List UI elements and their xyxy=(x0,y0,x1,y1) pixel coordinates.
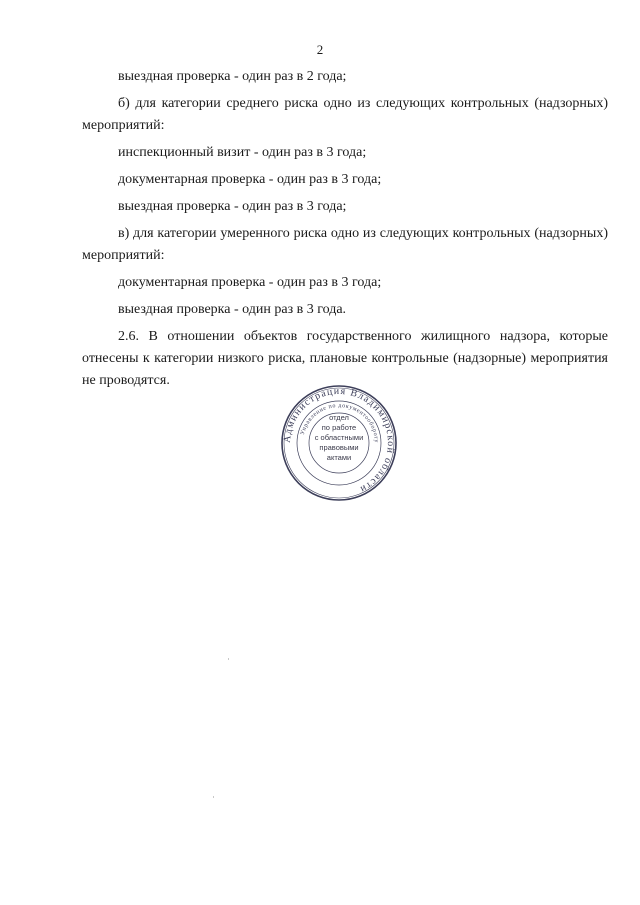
paragraph: документарная проверка - один раз в 3 года; xyxy=(118,275,382,290)
paragraph: выездная проверка - один раз в 3 года; xyxy=(118,199,347,214)
page-number: 2 xyxy=(316,42,324,57)
paragraph: документарная проверка - один раз в 3 года; xyxy=(118,172,382,187)
paragraph: 2.6. В отношении объектов государственного жилищного надзора, которые отнесены к категории низкого риска, плановые контрольные (надзорные) мероприятия не проводятся. xyxy=(82,329,608,388)
seal-outer-text: Администрация Владимирской области xyxy=(281,385,397,496)
seal-inner-text: Управление по документообороту xyxy=(299,402,380,444)
scan-artifact xyxy=(228,658,229,660)
paragraph: в) для категории умеренного риска одно из следующих контрольных (надзорных) мероприятий: xyxy=(82,226,608,263)
seal-center-line: по работе xyxy=(321,423,357,432)
document-body xyxy=(82,66,608,397)
paragraph: инспекционный визит - один раз в 3 года; xyxy=(118,145,367,160)
paragraph: б) для категории среднего риска одно из следующих контрольных (надзорных) мероприятий: xyxy=(82,96,608,133)
seal-center-text xyxy=(307,413,371,463)
seal-center-line: правовыми xyxy=(319,443,359,452)
seal-center-line: с областными xyxy=(314,433,364,442)
seal-center-line: актами xyxy=(326,453,352,462)
paragraph: выездная проверка - один раз в 2 года; xyxy=(118,69,347,84)
paragraph: выездная проверка - один раз в 3 года. xyxy=(118,302,347,317)
seal-center-line: отдел xyxy=(329,413,349,422)
official-seal-stamp xyxy=(279,383,399,503)
scan-artifact xyxy=(213,796,214,798)
